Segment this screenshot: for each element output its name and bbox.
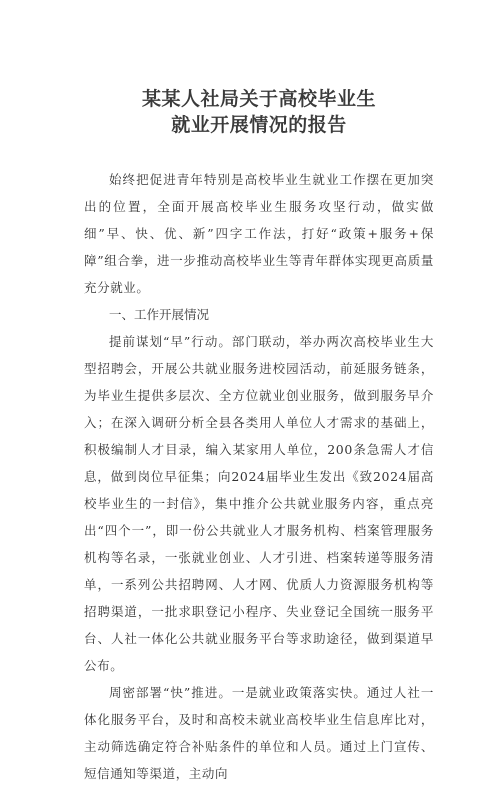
paragraph-early-action: 提前谋划“早”行动。部门联动，举办两次高校毕业生大型招聘会，开展公共就业服务进校园活动，前延服务链条，为毕业生提供多层次、全方位就业创业服务，做到服务早介入；在深入调研分析全县各类用人单位人才需求的基础上，积极编制人才目录，编入某家用人单位，200条急需人才信息，做到岗位早征集；向2024届毕业生发出《致2024届高校毕业生的一封信》，集中推介公共就业服务内容，重点亮出“四个一”，即一份公共就业人才服务机构、档案管理服务机构等名录，一张就业创业、人才引进、档案转递等服务清单，一系列公共招聘网、人才网、优质人力资源服务机构等招聘渠道，一批求职登记小程序、失业登记全国统一服务平台、人社一体化公共就业服务平台等求助途径，做到渠道早公布。 [84, 334, 434, 673]
paragraph-fast-action: 周密部署“快”推进。一是就业政策落实快。通过人社一体化服务平台，及时和高校未就业高校毕业生信息库比对，主动筛选确定符合补贴条件的单位和人员。通过上门宣传、短信通知等渠道，主动向 [84, 685, 434, 781]
intro-paragraph: 始终把促进青年特别是高校毕业生就业工作摆在更加突出的位置，全面开展高校毕业生服务攻坚行动，做实做细”早、快、优、新”四字工作法，打好“政策+服务+保障”组合拳，进一步推动高校毕业生等青年群体实现更高质量充分就业。 [84, 172, 434, 295]
title-line-1: 某某人社局关于高校毕业生 [141, 88, 376, 110]
section-heading: 一、工作开展情况 [109, 307, 210, 322]
title-line-2: 就业开展情况的报告 [171, 114, 347, 136]
document-title [84, 86, 434, 138]
